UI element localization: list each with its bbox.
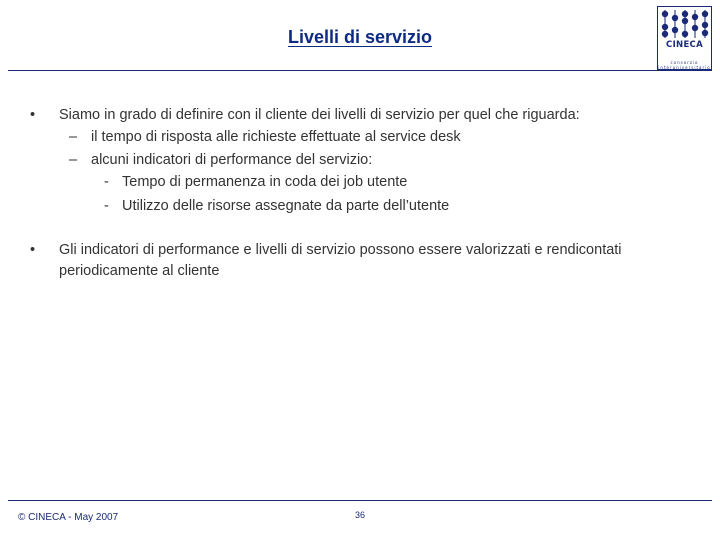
- sub-sub-bullet-text: Tempo di permanenza in coda dei job utente: [122, 174, 408, 190]
- footer-copyright: © CINECA - May 2007: [18, 512, 119, 523]
- page-number: 36: [354, 510, 365, 520]
- sub-bullet-marker: –: [69, 129, 78, 145]
- logo-tagline: consorzio interuniversitario: [658, 60, 711, 70]
- sub-bullet-text: alcuni indicatori di performance del servizio:: [91, 152, 373, 168]
- bullet-text: Gli indicatori di performance e livelli di servizio possono essere valorizzati e rendicontati: [59, 242, 622, 258]
- bullet-marker: •: [30, 242, 36, 258]
- footer-divider: [8, 500, 712, 501]
- sub-bullet-text: il tempo di risposta alle richieste effettuate al service desk: [91, 129, 461, 145]
- title-divider: [8, 70, 712, 71]
- logo-wordmark: CINECA: [666, 40, 703, 50]
- slide-title: Livelli di servizio: [287, 27, 433, 47]
- bullet-text: Siamo in grado di definire con il cliente dei livelli di servizio per quel che riguarda:: [59, 107, 580, 123]
- abacus-icon: [658, 7, 710, 41]
- sub-sub-bullet-text: Utilizzo delle risorse assegnate da parte dell’utente: [122, 198, 450, 214]
- sub-bullet-marker: –: [69, 152, 78, 168]
- bullet-text-continued: periodicamente al cliente: [59, 263, 220, 279]
- sub-sub-bullet-marker: -: [104, 174, 109, 190]
- cineca-logo: [657, 6, 712, 70]
- sub-sub-bullet-marker: -: [104, 198, 109, 214]
- bullet-marker: •: [30, 107, 36, 123]
